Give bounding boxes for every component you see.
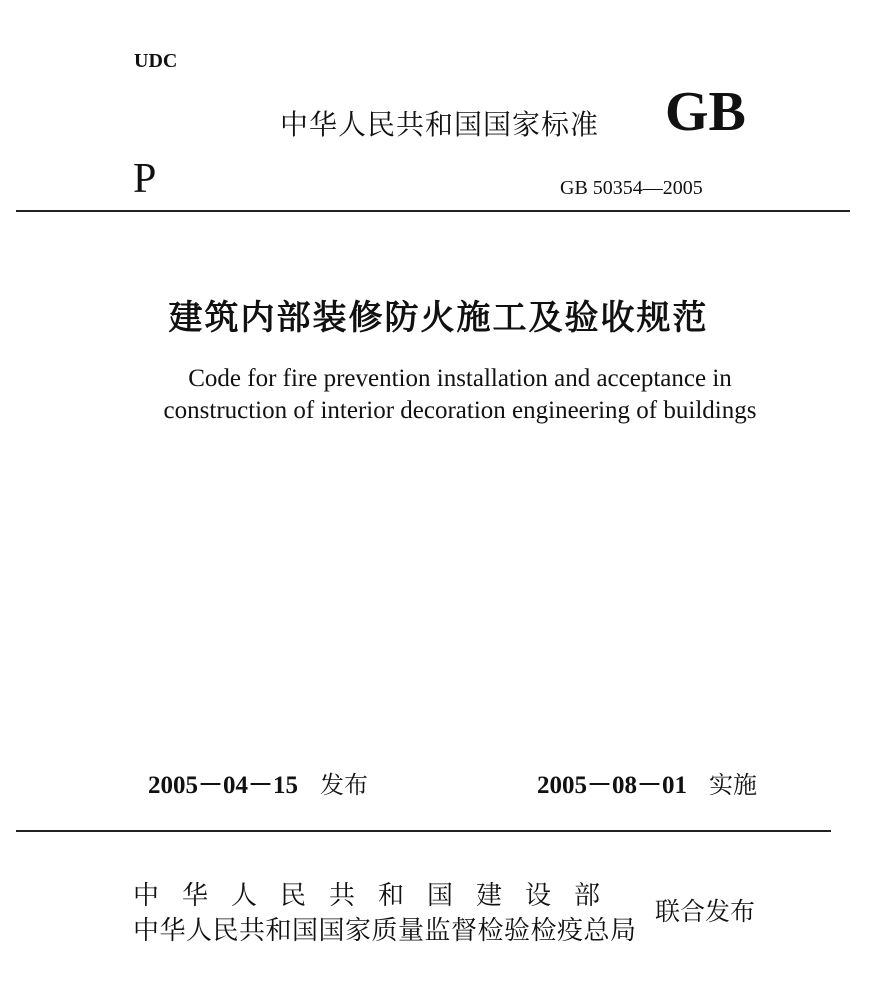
issue-date-block	[148, 765, 368, 801]
issue-label: 发布	[320, 771, 369, 799]
issuer-org-1: 中华人民共和国建设部	[133, 881, 624, 911]
implement-date: 2005－08－01	[537, 772, 688, 799]
issuer-org-2: 中华人民共和国国家质量监督检验检疫总局	[133, 916, 637, 946]
implement-label: 实施	[709, 771, 758, 799]
title-en-line-2: construction of interior decoration engineering of buildings	[163, 397, 757, 424]
title-en-line-1: Code for fire prevention installation and acceptance in	[188, 365, 732, 392]
issue-date: 2005－04－15	[148, 772, 299, 799]
joint-issue-label: 联合发布	[655, 897, 756, 926]
gb-logo: GB	[665, 81, 746, 143]
document-title-en	[0, 363, 877, 427]
udc-label: UDC	[134, 50, 178, 72]
category-code: P	[133, 156, 157, 202]
implement-date-block	[537, 765, 757, 801]
standard-type-cn: 中华人民共和国国家标准	[280, 108, 600, 141]
bottom-divider	[16, 830, 831, 832]
standard-number: GB 50354—2005	[560, 177, 703, 199]
top-divider	[16, 210, 850, 212]
document-title-cn: 建筑内部装修防火施工及验收规范	[168, 298, 709, 338]
